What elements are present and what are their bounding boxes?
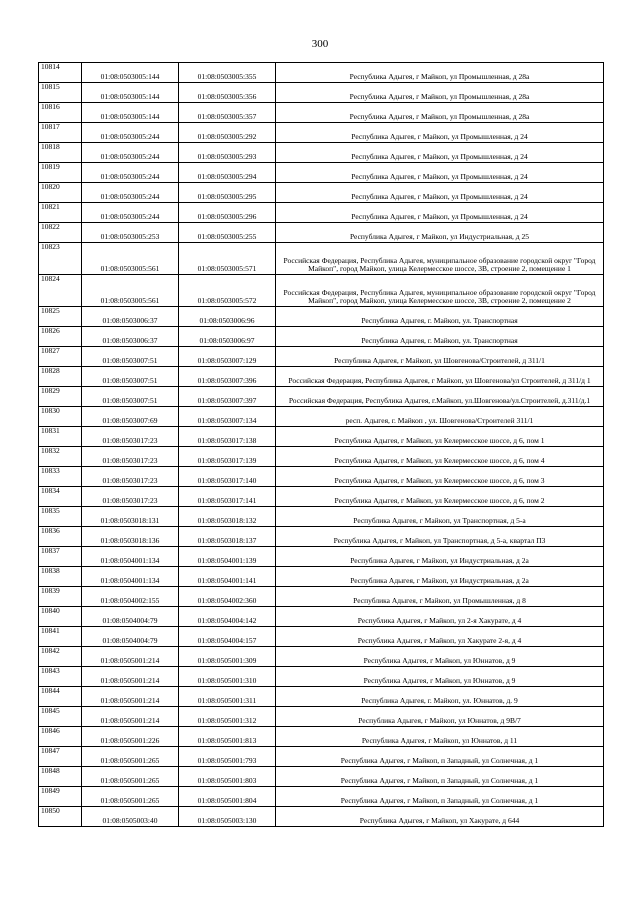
parcel-cadastral-number: 01:08:0503007:51: [82, 367, 179, 387]
object-cadastral-number: 01:08:0503017:138: [179, 427, 276, 447]
object-address: Республика Адыгея, г Майкоп, ул Индустриальная, д 2а: [276, 547, 604, 567]
table-row: [39, 143, 604, 163]
parcel-cadastral-number: 01:08:0504001:134: [82, 567, 179, 587]
table-row: [39, 647, 604, 667]
table-row: [39, 163, 604, 183]
parcel-cadastral-number: 01:08:0503005:144: [82, 103, 179, 123]
row-number: 10837: [39, 547, 82, 567]
parcel-cadastral-number: 01:08:0505001:214: [82, 707, 179, 727]
object-cadastral-number: 01:08:0505001:311: [179, 687, 276, 707]
object-cadastral-number: 01:08:0503018:137: [179, 527, 276, 547]
object-cadastral-number: 01:08:0505001:804: [179, 787, 276, 807]
object-address: Республика Адыгея, г Майкоп, п Западный, ул Солнечная, д 1: [276, 787, 604, 807]
row-number: 10826: [39, 327, 82, 347]
table-row: [39, 203, 604, 223]
table-row: [39, 747, 604, 767]
table-row: [39, 467, 604, 487]
object-address: Российская Федерация, Республика Адыгея, г Майкоп, ул Шовгенова/ул Строителей, д 311/д 1: [276, 367, 604, 387]
object-address: Республика Адыгея, г Майкоп, ул Промышленная, д 28а: [276, 103, 604, 123]
parcel-cadastral-number: 01:08:0505001:214: [82, 667, 179, 687]
parcel-cadastral-number: 01:08:0503005:244: [82, 183, 179, 203]
object-address: Республика Адыгея, г Майкоп, ул Келермесское шоссе, д 6, пом 3: [276, 467, 604, 487]
row-number: 10821: [39, 203, 82, 223]
parcel-cadastral-number: 01:08:0503018:136: [82, 527, 179, 547]
parcel-cadastral-number: 01:08:0505003:40: [82, 807, 179, 827]
object-address: Республика Адыгея, г Майкоп, ул Юннатов, д 9: [276, 647, 604, 667]
registry-table: [38, 62, 604, 827]
parcel-cadastral-number: 01:08:0503007:51: [82, 347, 179, 367]
object-cadastral-number: 01:08:0503007:397: [179, 387, 276, 407]
parcel-cadastral-number: 01:08:0503005:244: [82, 123, 179, 143]
table-row: [39, 787, 604, 807]
parcel-cadastral-number: 01:08:0505001:265: [82, 787, 179, 807]
object-address: Российская Федерация, Республика Адыгея, муниципальное образование городской округ "Город Майкоп", город Майкоп, улица Келермесское шоссе, 3В, строение 2, помещение 1: [276, 243, 604, 275]
object-address: Республика Адыгея, г Майкоп, ул Индустриальная, д 25: [276, 223, 604, 243]
row-number: 10831: [39, 427, 82, 447]
registry-rows: [39, 63, 604, 827]
table-row: [39, 507, 604, 527]
parcel-cadastral-number: 01:08:0503006:37: [82, 307, 179, 327]
parcel-cadastral-number: 01:08:0505001:265: [82, 767, 179, 787]
object-cadastral-number: 01:08:0503018:132: [179, 507, 276, 527]
row-number: 10832: [39, 447, 82, 467]
object-cadastral-number: 01:08:0503005:571: [179, 243, 276, 275]
parcel-cadastral-number: 01:08:0503005:244: [82, 163, 179, 183]
row-number: 10841: [39, 627, 82, 647]
object-cadastral-number: 01:08:0503017:140: [179, 467, 276, 487]
object-address: Республика Адыгея, г Майкоп, п Западный, ул Солнечная, д 1: [276, 767, 604, 787]
object-address: Республика Адыгея, г Майкоп, ул Транспортная, д 5-а: [276, 507, 604, 527]
table-row: [39, 527, 604, 547]
object-address: Российская Федерация, Республика Адыгея, г.Майкоп, ул.Шовгенова/ул.Строителей, д.311/д.1: [276, 387, 604, 407]
row-number: 10824: [39, 275, 82, 307]
parcel-cadastral-number: 01:08:0505001:226: [82, 727, 179, 747]
table-row: [39, 807, 604, 827]
object-address: Республика Адыгея, г Майкоп, ул Юннатов, д 11: [276, 727, 604, 747]
object-address: Республика Адыгея, г Майкоп, ул Келермесское шоссе, д 6, пом 1: [276, 427, 604, 447]
row-number: 10847: [39, 747, 82, 767]
object-address: Республика Адыгея, г Майкоп, ул Хакурате 2-я, д 4: [276, 627, 604, 647]
object-cadastral-number: 01:08:0503017:139: [179, 447, 276, 467]
object-cadastral-number: 01:08:0503005:356: [179, 83, 276, 103]
object-cadastral-number: 01:08:0503007:396: [179, 367, 276, 387]
object-address: Республика Адыгея, г Майкоп, ул Шовгенова/Строителей, д 311/1: [276, 347, 604, 367]
object-cadastral-number: 01:08:0503005:294: [179, 163, 276, 183]
table-row: [39, 687, 604, 707]
table-row: [39, 307, 604, 327]
row-number: 10815: [39, 83, 82, 103]
object-address: Республика Адыгея, г Майкоп, ул Хакурате, д 644: [276, 807, 604, 827]
object-cadastral-number: 01:08:0503005:255: [179, 223, 276, 243]
parcel-cadastral-number: 01:08:0503005:244: [82, 203, 179, 223]
row-number: 10833: [39, 467, 82, 487]
row-number: 10850: [39, 807, 82, 827]
table-row: [39, 547, 604, 567]
object-cadastral-number: 01:08:0505001:312: [179, 707, 276, 727]
parcel-cadastral-number: 01:08:0503018:131: [82, 507, 179, 527]
parcel-cadastral-number: 01:08:0503005:561: [82, 243, 179, 275]
row-number: 10842: [39, 647, 82, 667]
row-number: 10819: [39, 163, 82, 183]
table-row: [39, 447, 604, 467]
object-address: Республика Адыгея, г Майкоп, ул Юннатов, д 9В/7: [276, 707, 604, 727]
parcel-cadastral-number: 01:08:0503005:144: [82, 63, 179, 83]
object-cadastral-number: 01:08:0505001:309: [179, 647, 276, 667]
table-row: [39, 587, 604, 607]
row-number: 10817: [39, 123, 82, 143]
table-row: [39, 387, 604, 407]
object-address: Республика Адыгея, г Майкоп, ул Юннатов, д 9: [276, 667, 604, 687]
parcel-cadastral-number: 01:08:0503005:561: [82, 275, 179, 307]
parcel-cadastral-number: 01:08:0503005:144: [82, 83, 179, 103]
object-cadastral-number: 01:08:0503005:293: [179, 143, 276, 163]
table-row: [39, 275, 604, 307]
object-cadastral-number: 01:08:0504004:157: [179, 627, 276, 647]
parcel-cadastral-number: 01:08:0503017:23: [82, 467, 179, 487]
object-cadastral-number: 01:08:0505001:813: [179, 727, 276, 747]
row-number: 10825: [39, 307, 82, 327]
row-number: 10816: [39, 103, 82, 123]
parcel-cadastral-number: 01:08:0504002:155: [82, 587, 179, 607]
object-cadastral-number: 01:08:0503007:129: [179, 347, 276, 367]
object-address: Республика Адыгея, г Майкоп, ул Транспортная, д 5-а, квартал П3: [276, 527, 604, 547]
object-cadastral-number: 01:08:0503005:572: [179, 275, 276, 307]
table-row: [39, 407, 604, 427]
parcel-cadastral-number: 01:08:0503017:23: [82, 447, 179, 467]
object-cadastral-number: 01:08:0504004:142: [179, 607, 276, 627]
row-number: 10836: [39, 527, 82, 547]
object-cadastral-number: 01:08:0503005:295: [179, 183, 276, 203]
object-address: Республика Адыгея, г Майкоп, ул 2-я Хакурате, д 4: [276, 607, 604, 627]
row-number: 10828: [39, 367, 82, 387]
row-number: 10845: [39, 707, 82, 727]
parcel-cadastral-number: 01:08:0505001:265: [82, 747, 179, 767]
parcel-cadastral-number: 01:08:0503007:69: [82, 407, 179, 427]
object-address: Республика Адыгея, г Майкоп, ул Промышленная, д 28а: [276, 83, 604, 103]
object-address: Республика Адыгея, г. Майкоп, ул. Юннатов, д. 9: [276, 687, 604, 707]
row-number: 10823: [39, 243, 82, 275]
row-number: 10829: [39, 387, 82, 407]
object-address: Республика Адыгея, г. Майкоп, ул. Транспортная: [276, 307, 604, 327]
table-row: [39, 123, 604, 143]
table-row: [39, 183, 604, 203]
parcel-cadastral-number: 01:08:0503005:253: [82, 223, 179, 243]
object-cadastral-number: 01:08:0503005:296: [179, 203, 276, 223]
table-row: [39, 367, 604, 387]
object-cadastral-number: 01:08:0504001:141: [179, 567, 276, 587]
row-number: 10818: [39, 143, 82, 163]
table-row: [39, 63, 604, 83]
row-number: 10838: [39, 567, 82, 587]
table-row: [39, 487, 604, 507]
table-row: [39, 767, 604, 787]
row-number: 10835: [39, 507, 82, 527]
table-row: [39, 627, 604, 647]
table-row: [39, 707, 604, 727]
object-cadastral-number: 01:08:0503005:357: [179, 103, 276, 123]
row-number: 10848: [39, 767, 82, 787]
row-number: 10849: [39, 787, 82, 807]
parcel-cadastral-number: 01:08:0503017:23: [82, 427, 179, 447]
object-cadastral-number: 01:08:0505001:793: [179, 747, 276, 767]
object-address: Республика Адыгея, г Майкоп, ул Промышленная, д 24: [276, 123, 604, 143]
parcel-cadastral-number: 01:08:0503006:37: [82, 327, 179, 347]
object-address: Российская Федерация, Республика Адыгея, муниципальное образование городской округ "Город Майкоп", город Майкоп, улица Келермесское шоссе, 3В, строение 2, помещение 2: [276, 275, 604, 307]
row-number: 10822: [39, 223, 82, 243]
object-cadastral-number: 01:08:0505001:310: [179, 667, 276, 687]
table-row: [39, 607, 604, 627]
table-row: [39, 243, 604, 275]
object-address: Республика Адыгея, г Майкоп, ул Келермесское шоссе, д 6, пом 2: [276, 487, 604, 507]
row-number: 10843: [39, 667, 82, 687]
object-cadastral-number: 01:08:0505001:803: [179, 767, 276, 787]
object-cadastral-number: 01:08:0503005:292: [179, 123, 276, 143]
parcel-cadastral-number: 01:08:0504001:134: [82, 547, 179, 567]
parcel-cadastral-number: 01:08:0505001:214: [82, 687, 179, 707]
table-row: [39, 567, 604, 587]
object-address: Республика Адыгея, г Майкоп, ул Промышленная, д 24: [276, 183, 604, 203]
object-cadastral-number: 01:08:0503005:355: [179, 63, 276, 83]
table-row: [39, 103, 604, 123]
row-number: 10840: [39, 607, 82, 627]
object-cadastral-number: 01:08:0503006:97: [179, 327, 276, 347]
table-row: [39, 83, 604, 103]
object-address: Республика Адыгея, г Майкоп, ул Промышленная, д 8: [276, 587, 604, 607]
object-cadastral-number: 01:08:0503006:96: [179, 307, 276, 327]
object-address: Республика Адыгея, г Майкоп, ул Промышленная, д 24: [276, 143, 604, 163]
row-number: 10820: [39, 183, 82, 203]
row-number: 10846: [39, 727, 82, 747]
object-cadastral-number: 01:08:0503017:141: [179, 487, 276, 507]
parcel-cadastral-number: 01:08:0504004:79: [82, 627, 179, 647]
table-row: [39, 327, 604, 347]
object-address: Республика Адыгея, г Майкоп, ул Промышленная, д 24: [276, 163, 604, 183]
object-address: Республика Адыгея, г Майкоп, ул Промышленная, д 24: [276, 203, 604, 223]
row-number: 10827: [39, 347, 82, 367]
object-address: Республика Адыгея, г Майкоп, ул Келермесское шоссе, д 6, пом 4: [276, 447, 604, 467]
object-address: Республика Адыгея, г Майкоп, п Западный, ул Солнечная, д 1: [276, 747, 604, 767]
table-row: [39, 667, 604, 687]
row-number: 10830: [39, 407, 82, 427]
object-cadastral-number: 01:08:0504002:360: [179, 587, 276, 607]
parcel-cadastral-number: 01:08:0503007:51: [82, 387, 179, 407]
row-number: 10834: [39, 487, 82, 507]
object-cadastral-number: 01:08:0503007:134: [179, 407, 276, 427]
parcel-cadastral-number: 01:08:0503017:23: [82, 487, 179, 507]
object-cadastral-number: 01:08:0505003:130: [179, 807, 276, 827]
object-address: респ. Адыгея, г. Майкоп , ул. Шовгенова/Строителей 311/1: [276, 407, 604, 427]
object-address: Республика Адыгея, г Майкоп, ул Промышленная, д 28а: [276, 63, 604, 83]
parcel-cadastral-number: 01:08:0504004:79: [82, 607, 179, 627]
object-address: Республика Адыгея, г Майкоп, ул Индустриальная, д 2а: [276, 567, 604, 587]
table-row: [39, 727, 604, 747]
row-number: 10844: [39, 687, 82, 707]
object-address: Республика Адыгея, г. Майкоп, ул. Транспортная: [276, 327, 604, 347]
object-cadastral-number: 01:08:0504001:139: [179, 547, 276, 567]
page-number: 300: [311, 38, 329, 50]
table-row: [39, 427, 604, 447]
parcel-cadastral-number: 01:08:0505001:214: [82, 647, 179, 667]
table-row: [39, 223, 604, 243]
table-row: [39, 347, 604, 367]
row-number: 10814: [39, 63, 82, 83]
parcel-cadastral-number: 01:08:0503005:244: [82, 143, 179, 163]
row-number: 10839: [39, 587, 82, 607]
